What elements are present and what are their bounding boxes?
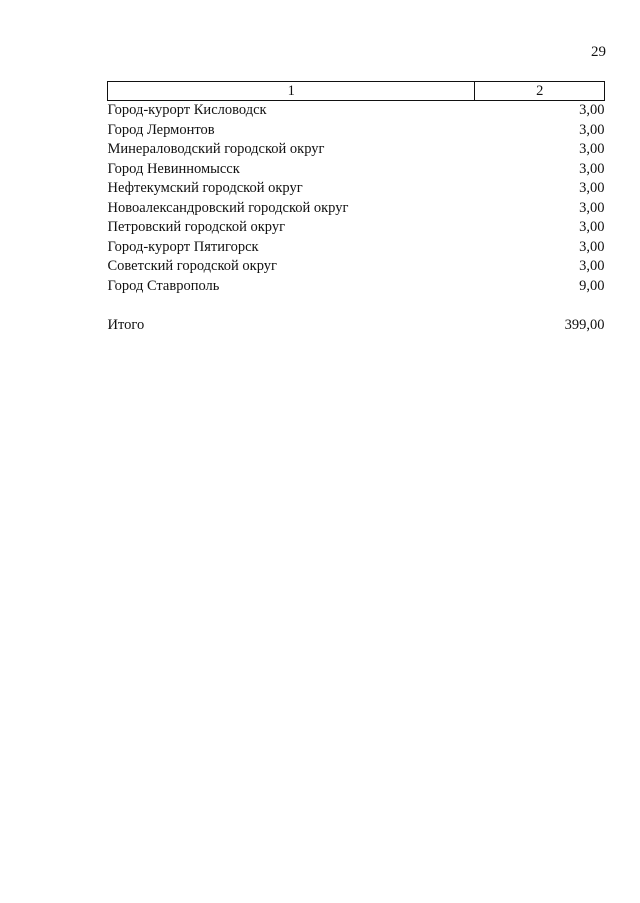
row-value: 3,00 [579, 199, 605, 216]
table-row [108, 238, 605, 258]
row-name: Город-курорт Пятигорск [107, 238, 259, 255]
table-row [108, 140, 605, 160]
table-header-row [108, 82, 605, 101]
row-value: 3,00 [579, 141, 605, 157]
total-value: 399,00 [564, 316, 605, 333]
column-header-1: 1 [108, 82, 475, 101]
allocation-table [107, 81, 605, 335]
total-label: Итого [107, 316, 145, 333]
column-header-2: 2 [475, 82, 605, 101]
total-row [108, 316, 605, 336]
row-name: Город-курорт Кисловодск [107, 102, 267, 118]
table-row [108, 199, 605, 219]
table-row [108, 257, 605, 277]
spacer-cell [108, 296, 475, 316]
row-value: 3,00 [579, 102, 605, 118]
table-row [108, 121, 605, 141]
spacer-row [108, 296, 605, 316]
row-name: Город Лермонтов [107, 121, 215, 138]
row-name: Нефтекумский городской округ [107, 180, 303, 196]
page-number: 29 [591, 44, 606, 60]
row-name: Минераловодский городской округ [107, 141, 325, 157]
row-name: Новоалександровский городской округ [107, 199, 349, 216]
table-row [108, 101, 605, 121]
spacer-cell [475, 296, 605, 316]
row-name: Петровский городской округ [107, 219, 286, 235]
table-row [108, 277, 605, 297]
table-row [108, 179, 605, 199]
row-value: 3,00 [579, 219, 605, 235]
row-name: Город Ставрополь [107, 277, 220, 294]
row-value: 3,00 [579, 238, 605, 255]
row-value: 3,00 [579, 160, 605, 177]
row-name: Город Невинномысск [107, 160, 240, 177]
row-value: 9,00 [579, 277, 605, 294]
table-row [108, 160, 605, 180]
table-row [108, 218, 605, 238]
row-value: 3,00 [579, 121, 605, 138]
row-value: 3,00 [579, 180, 605, 196]
row-name: Советский городской округ [107, 258, 277, 274]
row-value: 3,00 [579, 258, 605, 274]
